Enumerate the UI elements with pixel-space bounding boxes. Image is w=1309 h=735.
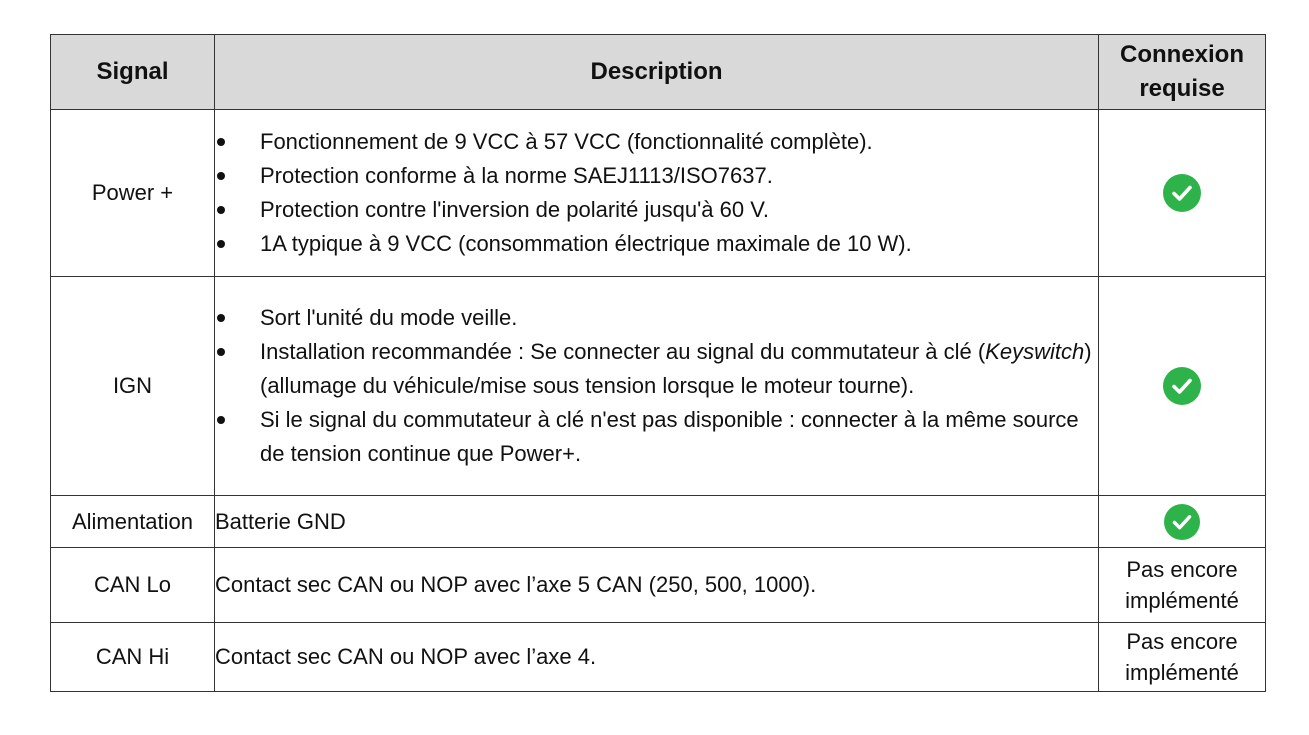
connection-cell-alimentation [1099,496,1266,548]
connection-cell-ign [1099,277,1266,496]
connection-status-line2: implémenté [1125,588,1239,613]
table-row-alimentation [51,496,1266,548]
signal-cell-ign: IGN [51,277,215,496]
connection-cell-power [1099,110,1266,277]
bullet-text: Si le signal du commutateur à clé n'est pas disponible : connecter à la même source de tension continue que Power+. [260,407,1079,466]
list-item [215,301,1098,335]
check-circle-icon [1164,504,1200,540]
bullet-text: Protection conforme à la norme SAEJ1113/ISO7637. [260,163,773,188]
bullet-icon [217,172,225,180]
signal-cell-can-lo: CAN Lo [51,548,215,623]
table-row-can-hi [51,623,1266,692]
table-header-row [51,35,1266,110]
table-row-power [51,110,1266,277]
check-circle-icon [1163,367,1201,405]
table-row-ign [51,277,1266,496]
list-item [215,159,1098,193]
bullet-icon [217,348,225,356]
connection-status-line2: implémenté [1125,660,1239,685]
bullet-icon [217,206,225,214]
list-item [215,227,1098,261]
header-signal: Signal [51,35,215,110]
list-item [215,193,1098,227]
bullet-icon [217,416,225,424]
description-cell-can-hi: Contact sec CAN ou NOP avec l’axe 4. [215,623,1099,692]
header-connection-line1: Connexion [1120,41,1244,68]
bullet-list-ign [215,301,1098,471]
bullet-text: Fonctionnement de 9 VCC à 57 VCC (fonctionnalité complète). [260,129,873,154]
bullet-icon [217,240,225,248]
signal-cell-power: Power + [51,110,215,277]
list-item [215,403,1098,471]
signal-cell-alimentation: Alimentation [51,496,215,548]
check-circle-icon [1163,174,1201,212]
header-connection [1099,35,1266,110]
keyword-keyswitch: Keyswitch [985,339,1085,364]
header-description: Description [215,35,1099,110]
list-item [215,335,1098,403]
bullet-text-part: ) (allumage du véhicule/mise sous tension lorsque le moteur tourne). [260,339,1092,398]
connection-status-line1: Pas encore [1126,629,1238,654]
description-cell-power [215,110,1099,277]
description-cell-can-lo: Contact sec CAN ou NOP avec l’axe 5 CAN (250, 500, 1000). [215,548,1099,623]
bullet-text: Protection contre l'inversion de polarité jusqu'à 60 V. [260,197,770,222]
description-cell-ign [215,277,1099,496]
bullet-icon [217,314,225,322]
list-item [215,125,1098,159]
signal-spec-table [50,34,1266,692]
connection-cell-can-lo [1099,548,1266,623]
table-row-can-lo [51,548,1266,623]
connection-cell-can-hi [1099,623,1266,692]
bullet-text: 1A typique à 9 VCC (consommation électrique maximale de 10 W). [260,231,912,256]
bullet-text-part: Installation recommandée : Se connecter au signal du commutateur à clé ( [260,339,986,364]
bullet-text: Sort l'unité du mode veille. [260,305,518,330]
header-connection-line2: requise [1139,75,1225,102]
description-cell-alimentation: Batterie GND [215,496,1099,548]
bullet-icon [217,138,225,146]
signal-cell-can-hi: CAN Hi [51,623,215,692]
connection-status-line1: Pas encore [1126,557,1238,582]
bullet-list-power [215,125,1098,261]
